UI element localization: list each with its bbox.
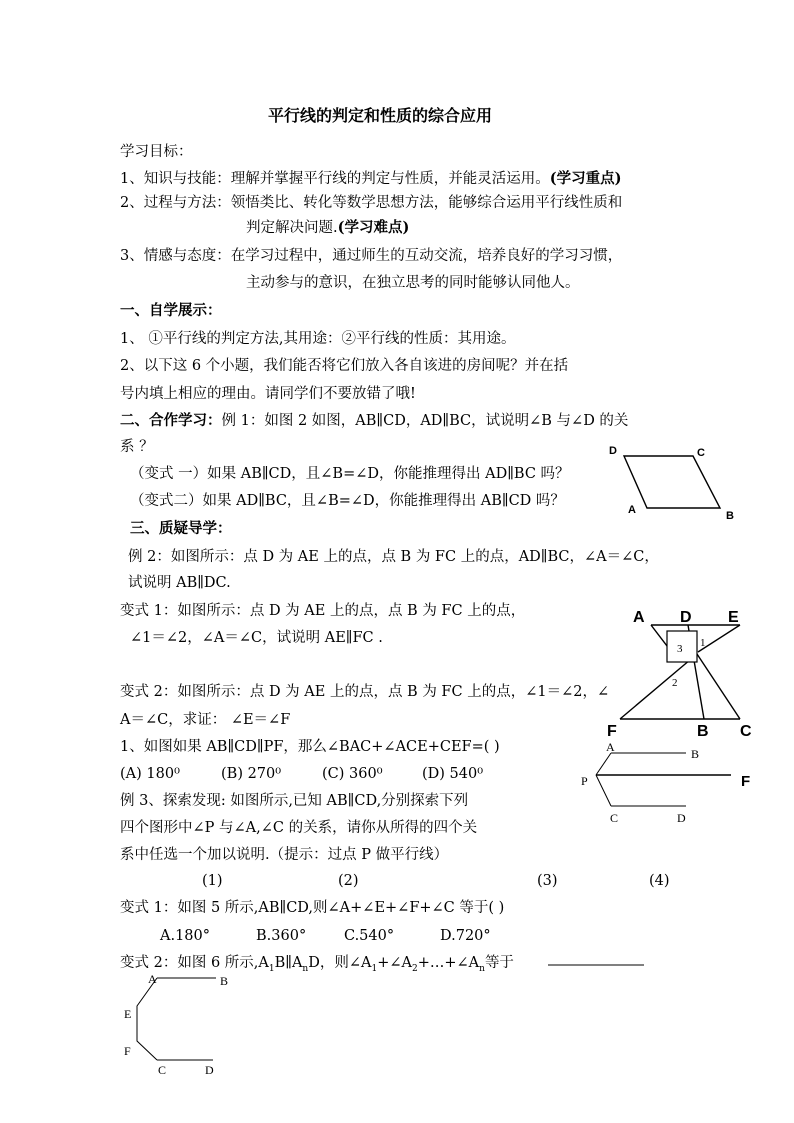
fig6-path-aefc xyxy=(137,978,157,1060)
goal-1-emphasis: (学习重点) xyxy=(549,170,622,187)
figure-number-3: (3) xyxy=(537,873,558,889)
question-3-option-c: (C) 360⁰ xyxy=(322,766,383,782)
angle-label-2: 2 xyxy=(672,677,678,689)
para-label-c: C xyxy=(697,447,705,459)
figure-number-1: (1) xyxy=(202,873,223,889)
goal-2-emphasis: (学习难点) xyxy=(337,219,410,236)
goals-heading: 学习目标： xyxy=(120,144,193,160)
bianshi-2-line-2: A＝∠C，求证： ∠E＝∠F xyxy=(120,712,291,728)
sec1-question-2-line-1: 2、以下这 6 个小题，我们能否将它们放入各自该进的房间呢？并在括 xyxy=(120,358,569,374)
bianshi-1-line-2: ∠1＝∠2，∠A＝∠C，试说明 AE∥FC . xyxy=(130,630,383,646)
pf-label-c: C xyxy=(610,811,619,825)
fig6-label-f: F xyxy=(124,1044,131,1058)
goal-3-line-2: 主动参与的意识，在独立思考的同时能够认同他人。 xyxy=(246,275,580,291)
quad-figure xyxy=(607,609,752,740)
section-2-heading: 二、合作学习： xyxy=(120,412,222,429)
bianshi-2-line-1: 变式 2：如图所示：点 D 为 AE 上的点，点 B 为 FC 上的点，∠1＝∠2，∠ xyxy=(120,684,610,700)
figure-number-2: (2) xyxy=(338,873,359,889)
question-3-option-d: (D) 540⁰ xyxy=(422,766,484,782)
goal-2-line-1: 2、过程与方法：领悟类比、转化等数学思想方法，能够综合运用平行线性质和 xyxy=(120,195,623,211)
figure-number-4: (4) xyxy=(649,873,670,889)
goal-1: 1、知识与技能：理解并掌握平行线的判定与性质，并能灵活运用。(学习重点) xyxy=(120,170,622,187)
pf-label-a: A xyxy=(606,740,615,754)
para-label-a: A xyxy=(628,504,636,516)
variant-2: （变式二）如果 AD∥BC，且∠B=∠D，你能推理得出 AB∥CD 吗？ xyxy=(130,493,565,509)
bianshi-3: 变式 1：如图 5 所示,AB∥CD,则∠A+∠E+∠F+∠C 等于( ) xyxy=(120,900,505,916)
pf-label-d: D xyxy=(677,811,686,825)
goal-2-line-2: 判定解决问题.(学习难点) xyxy=(246,219,410,236)
fig6-label-c: C xyxy=(158,1063,167,1077)
line-pc xyxy=(596,775,611,806)
fig6-label-d: D xyxy=(205,1063,214,1077)
bianshi-3-option-b: B.360° xyxy=(256,928,307,944)
example-2-line-1: 例 2：如图所示：点 D 为 AE 上的点，点 B 为 FC 上的点，AD∥BC，∠A＝∠C， xyxy=(128,549,659,565)
question-3: 1、如图如果 AB∥CD∥PF，那么∠BAC+∠ACE+CEF=( ) xyxy=(120,739,500,755)
parallel-lines-figure xyxy=(581,740,750,825)
example-2-line-2: 试说明 AB∥DC. xyxy=(128,575,231,591)
line-ap xyxy=(596,753,611,775)
pf-label-f: F xyxy=(741,773,751,790)
parallelogram-figure xyxy=(609,445,734,522)
pf-label-p: P xyxy=(581,774,588,788)
example-1-line-1: 二、合作学习：例 1：如图 2 如图，AB∥CD，AD∥BC，试说明∠B 与∠D 的关 xyxy=(120,412,629,429)
big-label-d: D xyxy=(680,609,692,626)
page-title: 平行线的判定和性质的综合应用 xyxy=(268,106,493,125)
fig6-label-e: E xyxy=(124,1007,132,1021)
example-3-line-3: 系中任选一个加以说明.（提示：过点 P 做平行线） xyxy=(120,847,449,863)
example-1-line-2: 系 ？ xyxy=(120,439,154,455)
sec1-question-1: 1、 ①平行线的判定方法,其用途：②平行线的性质：其用途。 xyxy=(120,331,516,347)
line-f-mid xyxy=(620,654,697,719)
angle-label-3: 3 xyxy=(677,643,683,655)
example-3-line-2: 四个图形中∠P 与∠A,∠C 的关系，请你从所得的四个关 xyxy=(120,820,478,836)
bianshi-3-option-c: C.540° xyxy=(344,928,395,944)
parallelogram-shape xyxy=(624,456,720,508)
fig6-label-a: A xyxy=(148,972,157,986)
goal-3-line-1: 3、情感与态度：在学习过程中，通过师生的互动交流，培养良好的学习习惯， xyxy=(120,248,623,264)
section-3-heading: 三、质疑导学： xyxy=(130,520,232,537)
bianshi-1-line-1: 变式 1：如图所示：点 D 为 AE 上的点，点 B 为 FC 上的点， xyxy=(120,603,526,619)
big-label-b: B xyxy=(697,723,709,740)
example-3-line-1: 例 3、探索发现: 如图所示,已知 AB∥CD,分别探索下列 xyxy=(120,793,469,809)
line-mid-c xyxy=(697,654,740,719)
section-1-heading: 一、自学展示： xyxy=(120,302,222,319)
question-3-option-a: (A) 180⁰ xyxy=(120,766,180,782)
big-label-a: A xyxy=(633,609,645,626)
bianshi-3-option-d: D.720° xyxy=(440,928,491,944)
figure-6 xyxy=(124,972,228,1077)
fig6-label-b: B xyxy=(220,974,229,988)
sec1-question-2-line-2: 号内填上相应的理由。请同学们不要放错了哦! xyxy=(120,386,416,402)
big-label-c: C xyxy=(740,723,752,740)
bianshi-3-option-a: A.180° xyxy=(160,928,211,944)
big-label-e: E xyxy=(728,609,739,626)
angle-label-1: 1 xyxy=(700,637,706,649)
pf-label-b: B xyxy=(691,747,700,761)
question-3-option-b: (B) 270⁰ xyxy=(221,766,282,782)
para-label-d: D xyxy=(609,445,617,457)
bianshi-4: 变式 2：如图 6 所示$,A_1B\parallel A_nD$，则$\angle A_1+\angle A_2+\dots+\angle A_n$等于 xyxy=(120,955,514,974)
variant-1: （变式 一）如果 AB∥CD，且∠B=∠D，你能推理得出 AD∥BC 吗？ xyxy=(130,466,570,482)
big-label-f: F xyxy=(607,723,617,740)
para-label-b: B xyxy=(726,510,734,522)
